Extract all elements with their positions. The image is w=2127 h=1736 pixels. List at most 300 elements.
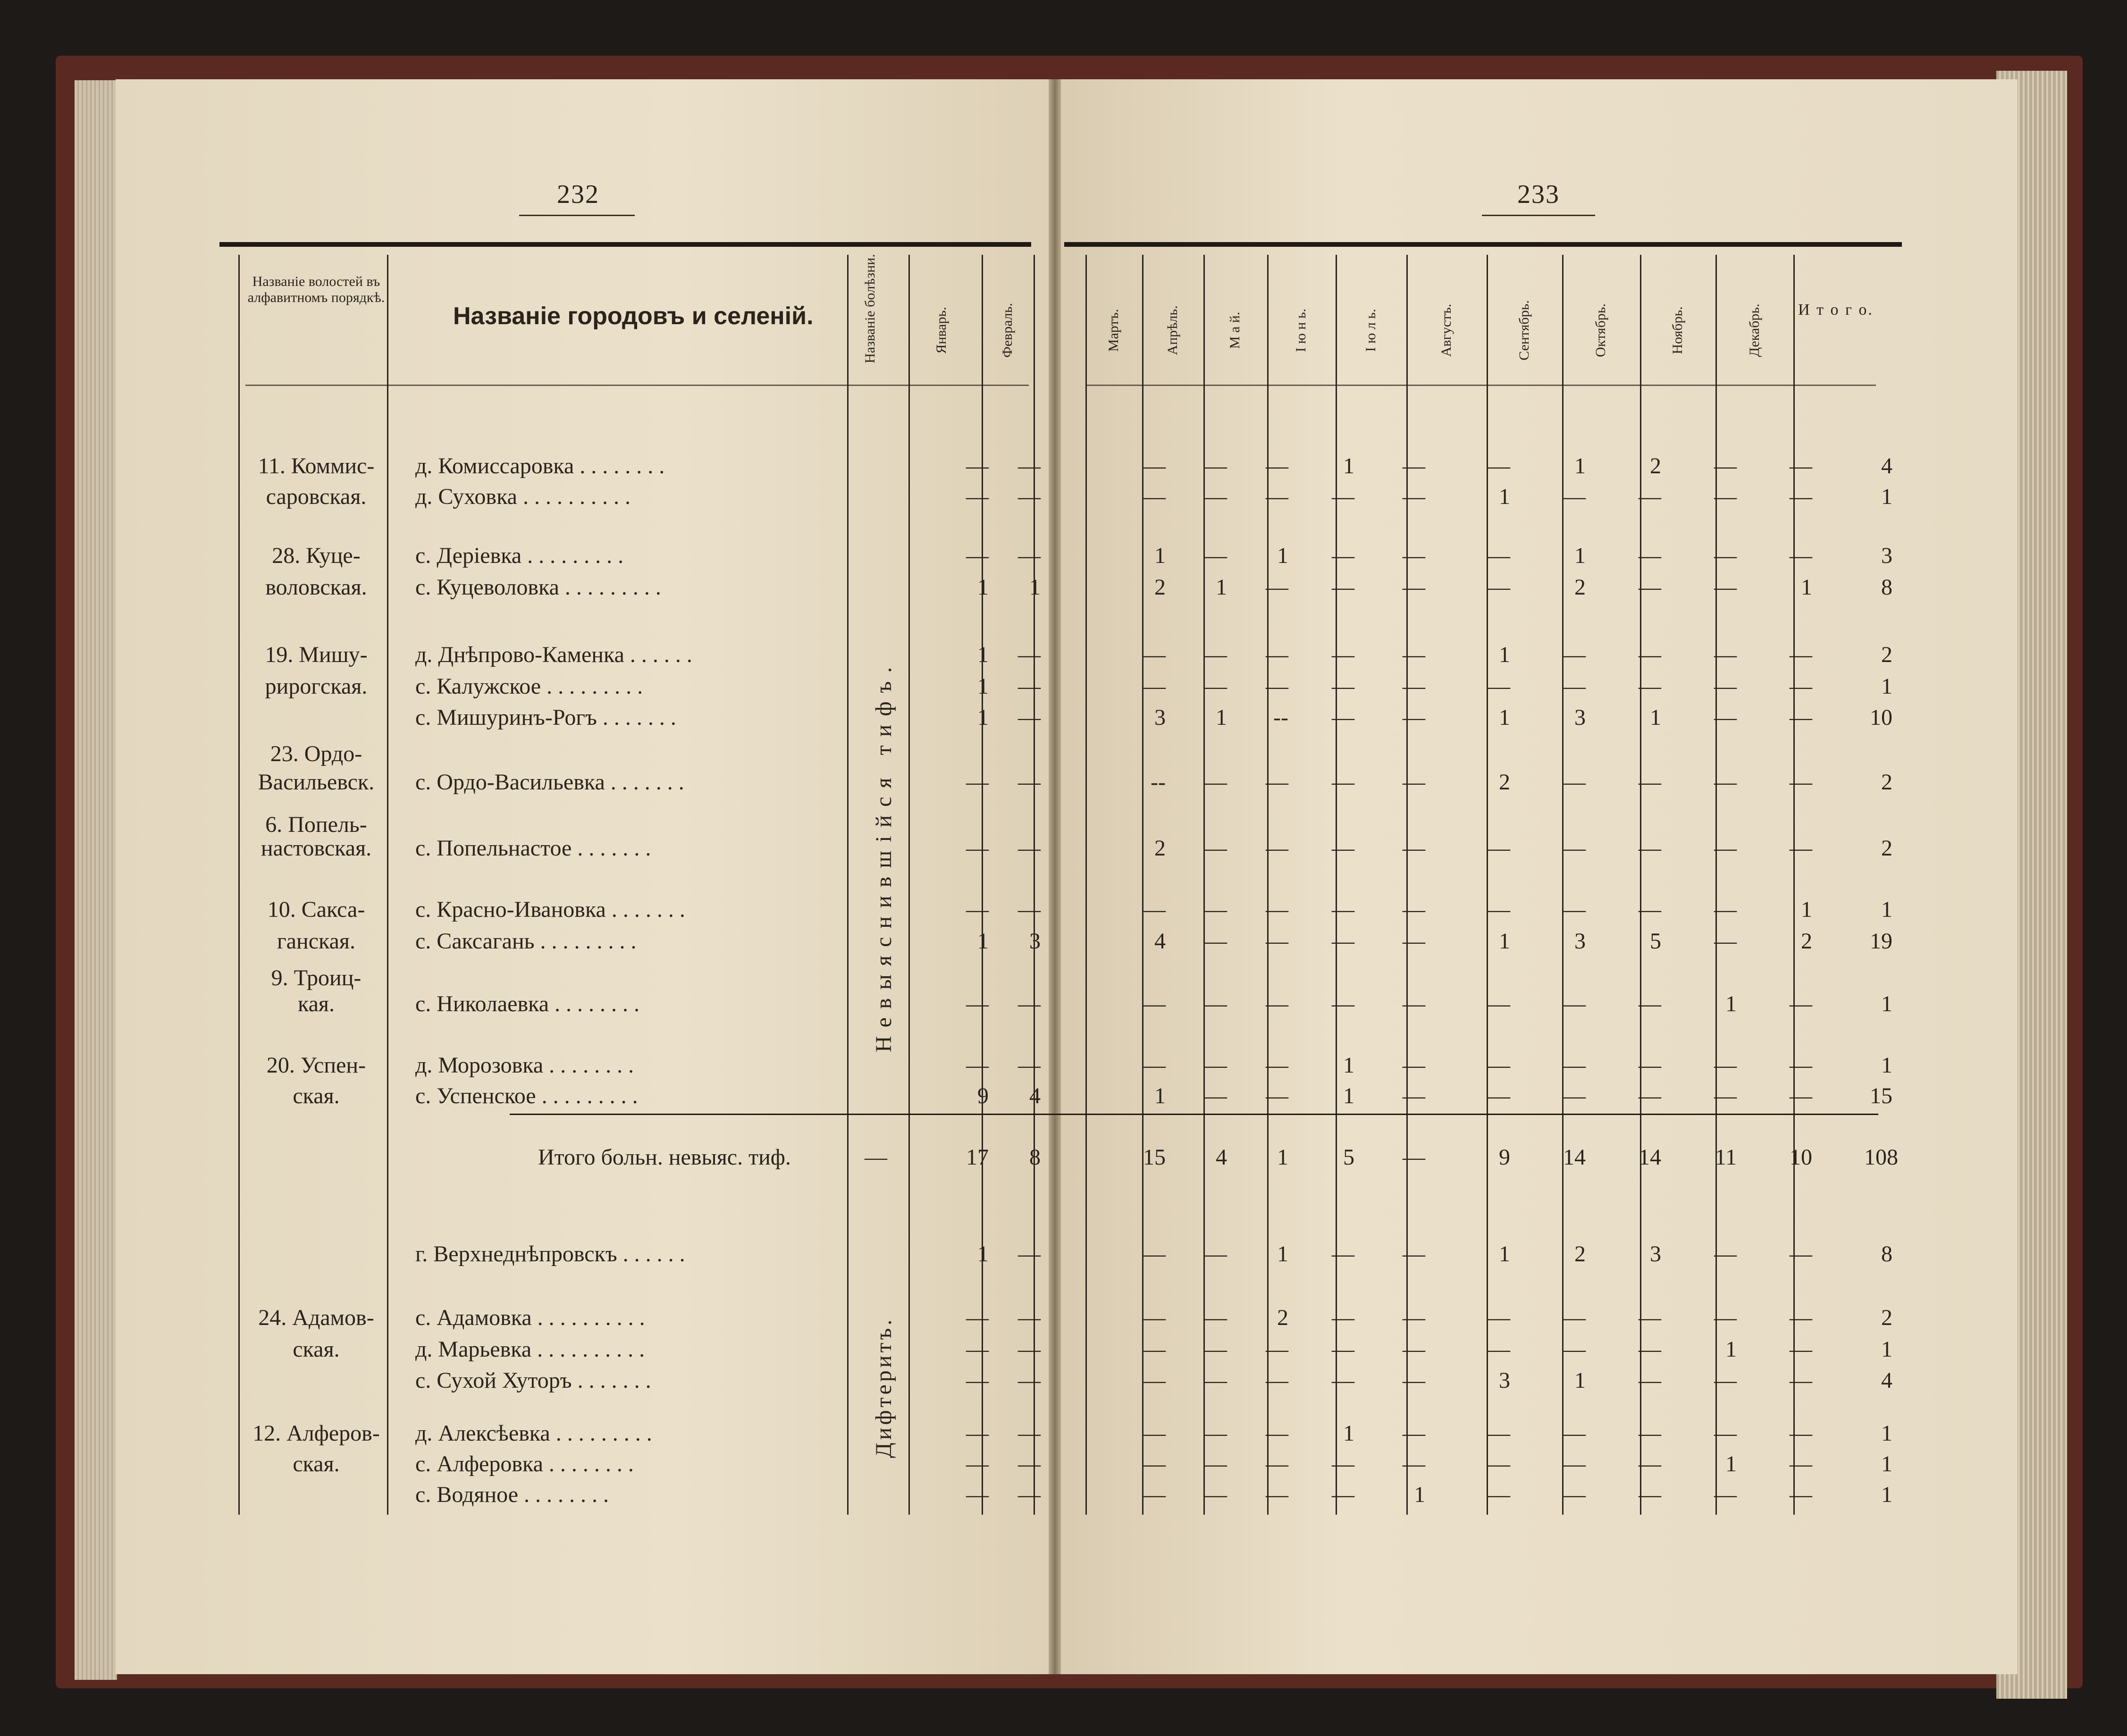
cell-jul: —: [1403, 453, 1425, 478]
cell-jun: —: [1332, 642, 1354, 667]
cell-jul: —: [1403, 674, 1425, 699]
cell-nov: —: [1714, 642, 1737, 667]
cell-jul: —: [1403, 575, 1425, 600]
cell-mar: 1: [1154, 1083, 1166, 1108]
cell-sep: —: [1563, 897, 1586, 922]
cell-dec: —: [1790, 674, 1812, 699]
cell-oct: 3: [1650, 1241, 1661, 1266]
cell-dec: —: [1790, 1083, 1812, 1108]
cell-apr: 1: [1216, 705, 1227, 730]
cell-jul: —: [1403, 1053, 1425, 1078]
cell-dec: —: [1790, 991, 1812, 1016]
cell-jun: —: [1332, 674, 1354, 699]
cell-jul: —: [1403, 897, 1425, 922]
cell-apr: —: [1204, 836, 1227, 861]
cell-jun: 1: [1343, 453, 1354, 478]
cell-jan: 1: [977, 575, 989, 600]
cell-mar: —: [1143, 1241, 1166, 1266]
cell-apr: —: [1204, 897, 1227, 922]
cell-apr: 1: [1216, 575, 1227, 600]
cell-nov: —: [1714, 1421, 1737, 1446]
cell-jul: —: [1403, 484, 1425, 509]
header-places: Названіе городовъ и селеній.: [453, 302, 814, 330]
cell-mar: —: [1143, 1337, 1166, 1362]
cell-mar: —: [1143, 1451, 1166, 1476]
cell-may: —: [1266, 642, 1288, 667]
cell-aug: 2: [1499, 770, 1510, 795]
header-month: Декабрь.: [1747, 303, 1762, 357]
cell-jun: —: [1332, 897, 1354, 922]
cell-jul: —: [1403, 929, 1425, 954]
cell-aug: —: [1488, 836, 1510, 861]
volost-name: 9. Троиц-: [271, 965, 362, 990]
cell-may: —: [1266, 575, 1288, 600]
cell-total: 3: [1881, 543, 1892, 568]
cell-total: 15: [1870, 1083, 1892, 1108]
total-nov: 11: [1715, 1145, 1737, 1170]
place-name: с. Ордо-Васильевка . . . . . . .: [415, 770, 684, 795]
cell-dec: —: [1790, 1305, 1812, 1330]
volost-name: ская.: [293, 1337, 340, 1362]
cell-may: —: [1266, 1053, 1288, 1078]
cell-aug: 1: [1499, 1241, 1510, 1266]
page-number-rule-right: [1482, 215, 1595, 216]
cell-mar: —: [1143, 897, 1166, 922]
cell-jan: —: [966, 991, 989, 1016]
cell-feb: —: [1018, 1451, 1041, 1476]
cell-apr: —: [1204, 1241, 1227, 1266]
place-name: с. Алферовка . . . . . . . .: [415, 1451, 634, 1476]
cell-jul: —: [1403, 705, 1425, 730]
cell-jul: —: [1403, 642, 1425, 667]
cell-mar: —: [1143, 1053, 1166, 1078]
total-jan: 17: [966, 1145, 989, 1170]
header-total: И т о г о.: [1798, 301, 1874, 319]
cell-total: 2: [1881, 1305, 1892, 1330]
volost-name: настовская.: [261, 836, 372, 861]
place-name: г. Верхнеднѣпровскъ . . . . . .: [415, 1241, 685, 1266]
cell-oct: —: [1639, 1368, 1661, 1393]
cell-dec: —: [1790, 484, 1812, 509]
cell-sep: —: [1563, 991, 1586, 1016]
cell-oct: —: [1639, 1421, 1661, 1446]
cell-aug: —: [1488, 1451, 1510, 1476]
cell-jun: —: [1332, 1368, 1354, 1393]
cell-sep: —: [1563, 1305, 1586, 1330]
cell-jun: —: [1332, 575, 1354, 600]
cell-may: —: [1266, 770, 1288, 795]
cell-sep: 1: [1574, 543, 1586, 568]
volost-name: 11. Коммис-: [258, 453, 375, 478]
cell-jun: —: [1332, 836, 1354, 861]
volost-name: Васильевск.: [258, 770, 375, 795]
cell-jan: 1: [977, 929, 989, 954]
cell-feb: —: [1018, 642, 1041, 667]
cell-oct: —: [1639, 1482, 1661, 1507]
cell-oct: —: [1639, 1337, 1661, 1362]
volost-name: ская.: [293, 1083, 340, 1108]
cell-aug: —: [1488, 575, 1510, 600]
cell-nov: —: [1714, 453, 1737, 478]
cell-jul: —: [1403, 1451, 1425, 1476]
cell-sep: —: [1563, 836, 1586, 861]
cell-mar: —: [1143, 1305, 1166, 1330]
cell-oct: —: [1639, 897, 1661, 922]
total-mar: 15: [1143, 1145, 1166, 1170]
cell-nov: 1: [1725, 991, 1737, 1016]
place-name: с. Адамовка . . . . . . . . . .: [415, 1305, 645, 1330]
header-month: Февраль.: [1000, 303, 1015, 358]
disease-label-diphtheria: Дифтеритъ.: [871, 1317, 896, 1458]
cell-total: 2: [1881, 770, 1892, 795]
cell-nov: —: [1714, 897, 1737, 922]
total-disease-dash: —: [865, 1145, 887, 1170]
cell-total: 1: [1881, 1337, 1892, 1362]
cell-aug: 1: [1499, 705, 1510, 730]
volost-name: 10. Сакса-: [267, 897, 365, 922]
cell-sep: —: [1563, 1421, 1586, 1446]
cell-dec: —: [1790, 642, 1812, 667]
header-month: Ноябрь.: [1670, 306, 1685, 354]
cell-aug: —: [1488, 1305, 1510, 1330]
cell-oct: —: [1639, 642, 1661, 667]
cell-feb: —: [1018, 770, 1041, 795]
cell-oct: —: [1639, 543, 1661, 568]
volost-name: ская.: [293, 1451, 340, 1476]
total-sep: 14: [1563, 1145, 1586, 1170]
cell-may: —: [1266, 1368, 1288, 1393]
cell-jan: —: [966, 1053, 989, 1078]
header-month: М а й.: [1227, 311, 1243, 349]
cell-feb: 1: [1029, 575, 1041, 600]
cell-may: —: [1266, 1337, 1288, 1362]
cell-mar: 2: [1154, 836, 1166, 861]
cell-jul: —: [1403, 1368, 1425, 1393]
cell-may: 1: [1277, 1241, 1288, 1266]
cell-total: 4: [1881, 453, 1892, 478]
cell-feb: 3: [1029, 929, 1041, 954]
column-rule: [1085, 255, 1087, 1515]
cell-aug: —: [1488, 543, 1510, 568]
cell-dec: —: [1790, 705, 1812, 730]
cell-oct: —: [1639, 674, 1661, 699]
cell-aug: 1: [1499, 642, 1510, 667]
table-top-rule-right: [1064, 242, 1902, 247]
cell-nov: —: [1714, 836, 1737, 861]
cell-may: —: [1266, 1451, 1288, 1476]
total-aug: 9: [1499, 1145, 1510, 1170]
cell-dec: 1: [1801, 575, 1812, 600]
cell-jan: —: [966, 1305, 989, 1330]
cell-nov: —: [1714, 1241, 1737, 1266]
cell-mar: 1: [1154, 543, 1166, 568]
cell-jan: —: [966, 1482, 989, 1507]
cell-may: —: [1266, 1083, 1288, 1108]
cell-sep: —: [1563, 770, 1586, 795]
cell-jan: 1: [977, 642, 989, 667]
cell-dec: —: [1790, 770, 1812, 795]
cell-apr: —: [1204, 929, 1227, 954]
cell-jul: —: [1403, 770, 1425, 795]
cell-total: 2: [1881, 642, 1892, 667]
volost-name: 6. Попель-: [265, 812, 367, 837]
cell-mar: —: [1143, 1482, 1166, 1507]
cell-apr: —: [1204, 642, 1227, 667]
cell-oct: 2: [1650, 453, 1661, 478]
cell-apr: —: [1204, 1337, 1227, 1362]
cell-sep: 3: [1574, 705, 1586, 730]
cell-nov: —: [1714, 484, 1737, 509]
page-number-rule-left: [519, 215, 635, 216]
total-jul: —: [1403, 1145, 1425, 1170]
cell-jan: —: [966, 836, 989, 861]
volost-name: 12. Алферов-: [252, 1421, 380, 1446]
cell-total: 4: [1881, 1368, 1892, 1393]
volost-name: 19. Мишу-: [265, 642, 368, 667]
place-name: с. Калужское . . . . . . . . .: [415, 674, 643, 699]
cell-jan: —: [966, 1421, 989, 1446]
cell-aug: —: [1488, 1421, 1510, 1446]
place-name: с. Водяное . . . . . . . .: [415, 1482, 609, 1507]
cell-oct: —: [1639, 770, 1661, 795]
cell-oct: 1: [1650, 705, 1661, 730]
cell-feb: —: [1018, 453, 1041, 478]
cell-total: 1: [1881, 1482, 1892, 1507]
volost-name: 28. Куце-: [272, 543, 361, 568]
place-name: с. Сухой Хуторъ . . . . . . .: [415, 1368, 651, 1393]
cell-mar: —: [1143, 1421, 1166, 1446]
cell-feb: —: [1018, 1305, 1041, 1330]
cell-jan: —: [966, 1451, 989, 1476]
cell-apr: —: [1204, 1053, 1227, 1078]
cell-apr: —: [1204, 484, 1227, 509]
cell-may: —: [1266, 836, 1288, 861]
cell-oct: —: [1639, 836, 1661, 861]
cell-sep: —: [1563, 1083, 1586, 1108]
cell-nov: —: [1714, 705, 1737, 730]
place-name: с. Успенское . . . . . . . . .: [415, 1083, 638, 1108]
place-name: с. Деріевка . . . . . . . . .: [415, 543, 624, 568]
cell-nov: —: [1714, 1482, 1737, 1507]
header-disease: Названіе болѣзни.: [862, 254, 878, 363]
place-name: с. Куцеволовка . . . . . . . . .: [415, 575, 661, 600]
cell-dec: —: [1790, 836, 1812, 861]
cell-may: 2: [1277, 1305, 1288, 1330]
cell-sep: —: [1563, 1053, 1586, 1078]
volost-name: кая.: [298, 991, 335, 1016]
cell-apr: —: [1204, 543, 1227, 568]
total-dec: 10: [1790, 1145, 1812, 1170]
cell-nov: —: [1714, 770, 1737, 795]
cell-nov: —: [1714, 929, 1737, 954]
cell-jan: —: [966, 770, 989, 795]
cell-total: 1: [1881, 484, 1892, 509]
cell-feb: —: [1018, 543, 1041, 568]
cell-sep: 1: [1574, 453, 1586, 478]
subtotal-rule: [510, 1114, 1878, 1115]
cell-jan: —: [966, 453, 989, 478]
cell-jun: —: [1332, 543, 1354, 568]
cell-jun: —: [1332, 1451, 1354, 1476]
cell-mar: —: [1143, 1368, 1166, 1393]
cell-dec: 1: [1801, 897, 1812, 922]
volost-name: 23. Ордо-: [270, 741, 362, 766]
header-month: Августъ.: [1438, 303, 1454, 357]
cell-jul: —: [1403, 1083, 1425, 1108]
cell-sep: —: [1563, 1337, 1586, 1362]
cell-jun: —: [1332, 705, 1354, 730]
cell-apr: —: [1204, 1083, 1227, 1108]
cell-feb: —: [1018, 1241, 1041, 1266]
cell-nov: —: [1714, 674, 1737, 699]
cell-sep: 2: [1574, 575, 1586, 600]
cell-nov: 1: [1725, 1451, 1737, 1476]
cell-may: —: [1266, 453, 1288, 478]
header-volost: Названіе волостей въ алфавитномъ порядкѣ.: [247, 274, 385, 305]
cell-jul: —: [1403, 991, 1425, 1016]
cell-mar: 2: [1154, 575, 1166, 600]
header-month: Апрѣль.: [1165, 305, 1180, 355]
cell-aug: —: [1488, 1053, 1510, 1078]
cell-jul: —: [1403, 543, 1425, 568]
table-top-rule-left: [219, 242, 1031, 247]
cell-jul: —: [1403, 1337, 1425, 1362]
cell-may: —: [1266, 897, 1288, 922]
cell-sep: 3: [1574, 929, 1586, 954]
cell-jul: 1: [1414, 1482, 1425, 1507]
cell-feb: —: [1018, 991, 1041, 1016]
cell-apr: —: [1204, 453, 1227, 478]
cell-jan: —: [966, 1337, 989, 1362]
cell-aug: 1: [1499, 484, 1510, 509]
cell-feb: —: [1018, 1337, 1041, 1362]
cell-mar: --: [1151, 770, 1166, 795]
cell-jan: 9: [977, 1083, 989, 1108]
cell-feb: —: [1018, 1421, 1041, 1446]
page-edges-left: [75, 80, 117, 1680]
cell-oct: —: [1639, 575, 1661, 600]
cell-oct: —: [1639, 484, 1661, 509]
cell-total: 1: [1881, 991, 1892, 1016]
cell-apr: —: [1204, 674, 1227, 699]
place-name: д. Комиссаровка . . . . . . . .: [415, 453, 665, 478]
cell-total: 1: [1881, 1421, 1892, 1446]
total-jun: 5: [1343, 1145, 1354, 1170]
cell-jul: —: [1403, 836, 1425, 861]
cell-mar: —: [1143, 991, 1166, 1016]
place-name: д. Днѣпрово-Каменка . . . . . .: [415, 642, 692, 667]
cell-jul: —: [1403, 1305, 1425, 1330]
cell-may: —: [1266, 674, 1288, 699]
cell-feb: —: [1018, 484, 1041, 509]
disease-label-typhus: Невыяснившійся тифъ.: [871, 658, 896, 1052]
cell-aug: —: [1488, 1337, 1510, 1362]
cell-jun: 1: [1343, 1421, 1354, 1446]
cell-total: 19: [1870, 929, 1892, 954]
cell-nov: —: [1714, 575, 1737, 600]
cell-jun: —: [1332, 1241, 1354, 1266]
cell-jun: —: [1332, 1337, 1354, 1362]
cell-total: 8: [1881, 575, 1892, 600]
cell-sep: —: [1563, 1482, 1586, 1507]
cell-oct: —: [1639, 991, 1661, 1016]
cell-dec: 2: [1801, 929, 1812, 954]
header-month: І ю л ь.: [1363, 309, 1379, 352]
header-bottom-rule-left: [245, 385, 1029, 386]
cell-mar: 4: [1154, 929, 1166, 954]
cell-feb: 4: [1029, 1083, 1041, 1108]
place-name: с. Николаевка . . . . . . . .: [415, 991, 640, 1016]
place-name: д. Алексѣевка . . . . . . . . .: [415, 1421, 652, 1446]
cell-jan: —: [966, 897, 989, 922]
cell-aug: —: [1488, 897, 1510, 922]
cell-nov: —: [1714, 1083, 1737, 1108]
cell-nov: —: [1714, 543, 1737, 568]
cell-feb: —: [1018, 1482, 1041, 1507]
cell-apr: —: [1204, 770, 1227, 795]
cell-total: 1: [1881, 1451, 1892, 1476]
cell-mar: 3: [1154, 705, 1166, 730]
cell-dec: —: [1790, 1421, 1812, 1446]
cell-mar: —: [1143, 453, 1166, 478]
cell-total: 10: [1870, 705, 1892, 730]
cell-sep: 1: [1574, 1368, 1586, 1393]
cell-dec: —: [1790, 1368, 1812, 1393]
total-label: Итого больн. невыяс. тиф.: [538, 1145, 791, 1170]
cell-apr: —: [1204, 1305, 1227, 1330]
cell-nov: —: [1714, 1053, 1737, 1078]
cell-sep: —: [1563, 1451, 1586, 1476]
cell-sep: —: [1563, 484, 1586, 509]
page-number-right: 233: [1517, 180, 1560, 209]
cell-oct: —: [1639, 1451, 1661, 1476]
cell-jan: —: [966, 543, 989, 568]
cell-jun: —: [1332, 1482, 1354, 1507]
cell-dec: —: [1790, 1053, 1812, 1078]
cell-total: 1: [1881, 1053, 1892, 1078]
header-month: Мартъ.: [1106, 309, 1121, 352]
cell-jan: —: [966, 484, 989, 509]
cell-jun: —: [1332, 484, 1354, 509]
cell-aug: 3: [1499, 1368, 1510, 1393]
cell-jan: 1: [977, 1241, 989, 1266]
volost-name: рирогская.: [265, 674, 368, 699]
place-name: с. Попельнастое . . . . . . .: [415, 836, 651, 861]
cell-jul: —: [1403, 1421, 1425, 1446]
total-apr: 4: [1216, 1145, 1227, 1170]
cell-aug: —: [1488, 991, 1510, 1016]
volost-name: 20. Успен-: [266, 1053, 366, 1078]
cell-dec: —: [1790, 1241, 1812, 1266]
cell-oct: —: [1639, 1053, 1661, 1078]
cell-may: —: [1266, 929, 1288, 954]
cell-mar: —: [1143, 484, 1166, 509]
cell-jan: —: [966, 1368, 989, 1393]
place-name: д. Морозовка . . . . . . . .: [415, 1053, 634, 1078]
total-may: 1: [1277, 1145, 1288, 1170]
header-month: І ю н ь.: [1293, 308, 1309, 352]
column-rule: [847, 255, 849, 1515]
cell-apr: —: [1204, 991, 1227, 1016]
cell-apr: —: [1204, 1482, 1227, 1507]
cell-jun: 1: [1343, 1053, 1354, 1078]
cell-feb: —: [1018, 1368, 1041, 1393]
cell-may: —: [1266, 1421, 1288, 1446]
volost-name: воловская.: [265, 575, 367, 600]
cell-may: --: [1273, 705, 1288, 730]
cell-feb: —: [1018, 705, 1041, 730]
volost-name: саровская.: [266, 484, 367, 509]
